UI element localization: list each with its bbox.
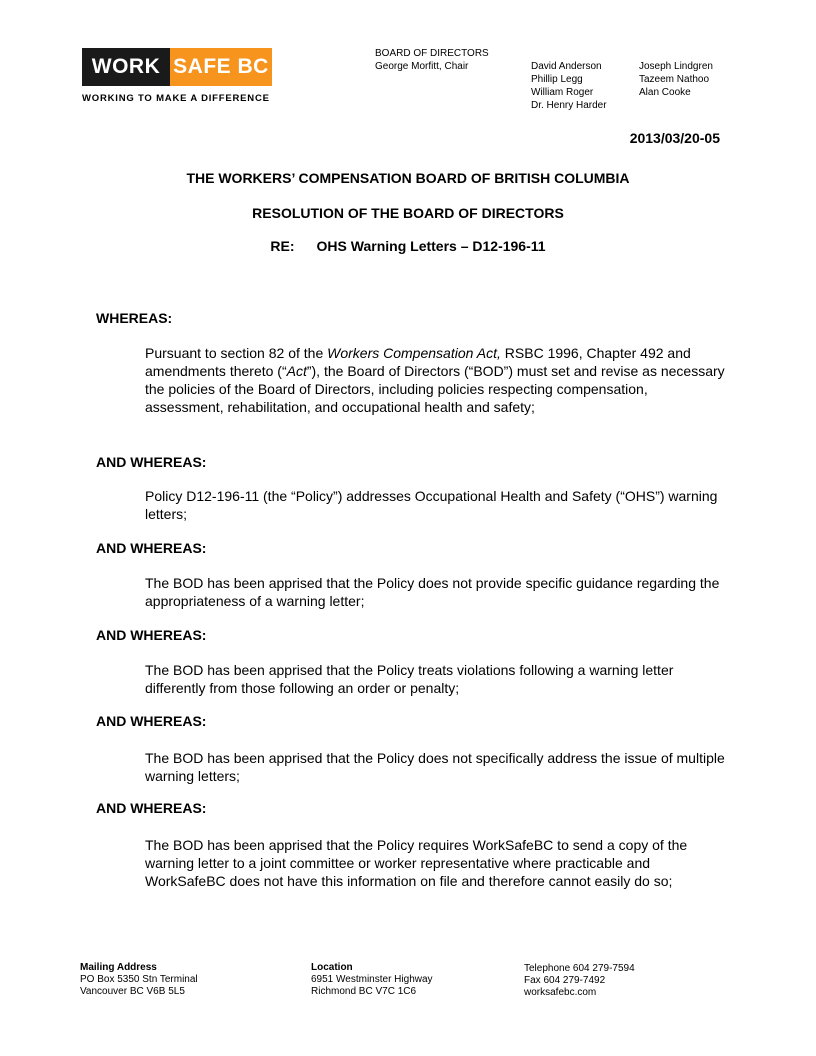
- section-paragraph: The BOD has been apprised that the Policy does not provide specific guidance regarding the appropriateness of a warning letter;: [145, 575, 720, 609]
- section-paragraph: The BOD has been apprised that the Policy treats violations following a warning letter differently from those following an order or penalty;: [145, 662, 674, 696]
- board-member: David Anderson: [531, 61, 602, 72]
- footer-line: Richmond BC V7C 1C6: [311, 986, 417, 997]
- re-subject: OHS Warning Letters – D12-196-11: [316, 238, 546, 254]
- board-member: Joseph Lindgren: [639, 61, 713, 72]
- para-text: ”), the Board of Directors (“BOD”) must set and revise as necessary the policies of the Board of Directors, including policies respecting compensation, assessment, rehabilitation, and occupational health and safety;: [145, 363, 725, 415]
- section-paragraph: Policy D12-196-11 (the “Policy”) addresses Occupational Health and Safety (“OHS”) warning letters;: [145, 488, 718, 522]
- footer-line: 6951 Westminster Highway: [311, 974, 433, 985]
- act-short: Act: [286, 363, 307, 379]
- worksafebc-logo: [82, 48, 272, 104]
- para-text: RSBC 1996, Chapter 492 and amendments thereto (“: [145, 345, 691, 379]
- section-paragraph: [145, 344, 725, 416]
- footer-fax: Fax 604 279-7492: [524, 975, 606, 986]
- document-number: 2013/03/20-05: [629, 130, 720, 146]
- footer-contact: [524, 963, 635, 999]
- footer-phone: Telephone 604 279-7594: [524, 963, 635, 974]
- footer-heading: Mailing Address: [80, 962, 157, 973]
- board-title: BOARD OF DIRECTORS: [375, 48, 489, 59]
- board-member: William Roger: [531, 87, 594, 98]
- section-label: AND WHEREAS:: [96, 540, 207, 556]
- footer-mailing-address: [80, 962, 198, 998]
- footer-website[interactable]: worksafebc.com: [524, 987, 597, 998]
- logo-mark: [82, 48, 272, 86]
- board-chair: George Morfitt, Chair: [375, 61, 469, 72]
- section-label: AND WHEREAS:: [96, 800, 207, 816]
- section-label: AND WHEREAS:: [96, 627, 207, 643]
- board-member: Tazeem Nathoo: [639, 74, 710, 85]
- footer-location: [311, 962, 433, 998]
- resolution-heading: RESOLUTION OF THE BOARD OF DIRECTORS: [252, 205, 564, 221]
- section-paragraph: The BOD has been apprised that the Policy does not specifically address the issue of multiple warning letters;: [145, 750, 725, 784]
- footer-line: PO Box 5350 Stn Terminal: [80, 974, 198, 985]
- board-member: Phillip Legg: [531, 74, 583, 85]
- re-heading: [0, 238, 816, 254]
- act-title: Workers Compensation Act,: [327, 345, 501, 361]
- board-member: Dr. Henry Harder: [531, 100, 607, 111]
- board-members-col2: [639, 60, 713, 99]
- section-label: AND WHEREAS:: [96, 713, 207, 729]
- board-member: Alan Cooke: [639, 87, 691, 98]
- logo-work-block: WORK: [82, 48, 170, 86]
- section-label: AND WHEREAS:: [96, 454, 207, 470]
- section-label: WHEREAS:: [96, 310, 173, 326]
- org-heading: THE WORKERS’ COMPENSATION BOARD OF BRITISH COLUMBIA: [186, 170, 630, 186]
- re-label: RE:: [270, 238, 295, 254]
- section-paragraph: The BOD has been apprised that the Policy requires WorkSafeBC to send a copy of the warning letter to a joint committee or worker representative where practicable and WorkSafeBC does not have this information on file and therefore cannot easily do so;: [145, 837, 688, 889]
- footer-heading: Location: [311, 962, 353, 973]
- para-text: Pursuant to section 82 of the: [145, 345, 328, 361]
- logo-tagline: WORKING TO MAKE A DIFFERENCE: [82, 93, 270, 104]
- footer-line: Vancouver BC V6B 5L5: [80, 986, 185, 997]
- board-members-col1: [531, 60, 607, 112]
- logo-safe-block: SAFE BC: [170, 48, 272, 86]
